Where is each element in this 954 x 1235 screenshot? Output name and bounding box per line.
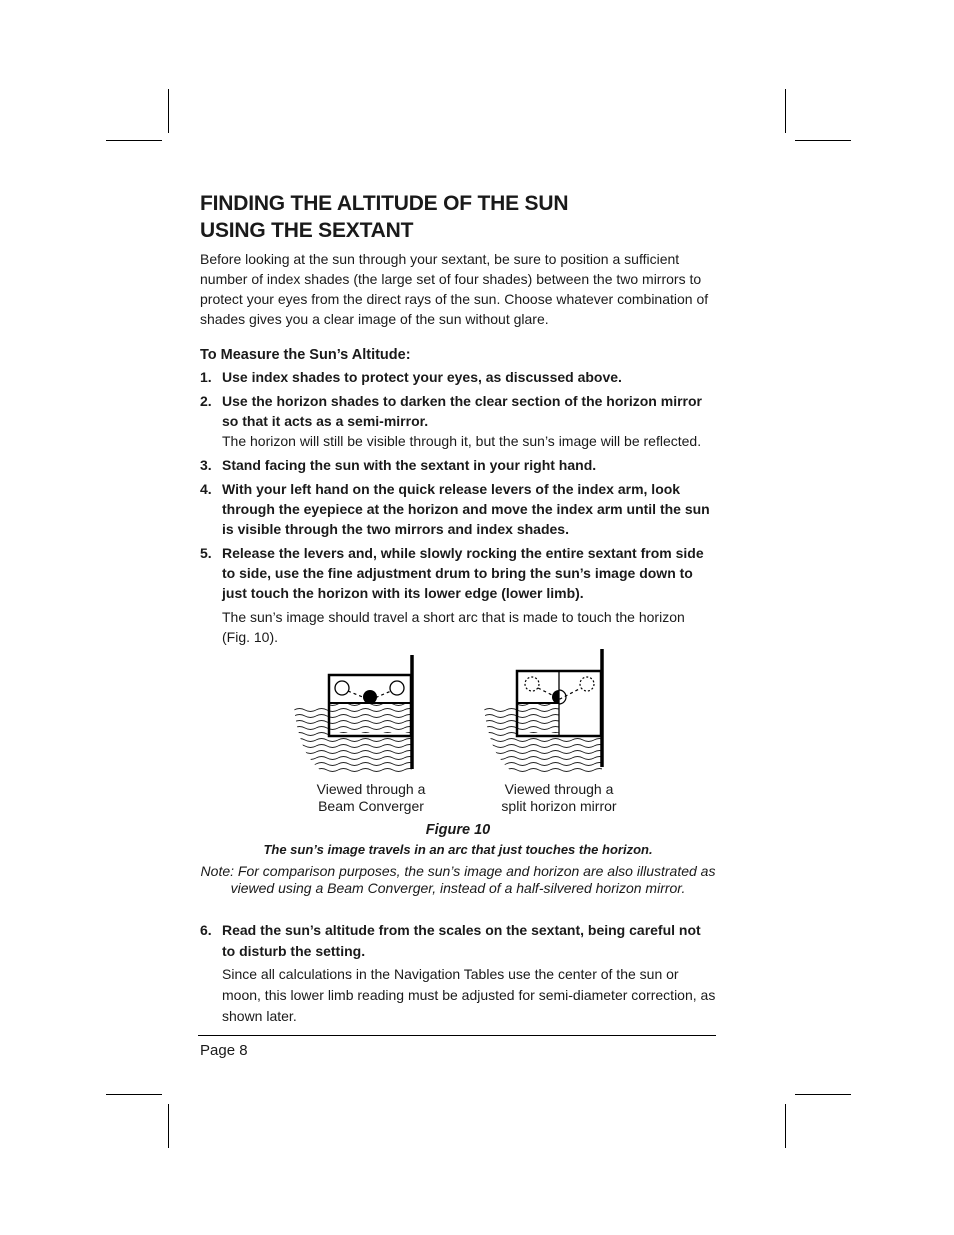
step-item-5 (200, 543, 716, 647)
section-subheading: To Measure the Sun’s Altitude: (200, 347, 411, 363)
page-number: Page 8 (200, 1042, 248, 1059)
crop-mark-bottom-left-horizontal (106, 1094, 162, 1095)
step-item-1 (200, 367, 716, 387)
horizon-view-sea (329, 703, 411, 733)
step-item-6 (200, 920, 716, 1027)
steps-list-continued (200, 920, 716, 1027)
caption-line: Viewed through a (316, 781, 426, 797)
page-title: FINDING THE ALTITUDE OF THE SUN USING THE SEXTANT (200, 192, 569, 242)
step-number: 1. (200, 369, 212, 385)
step-number: 3. (200, 457, 212, 473)
figure-caption: The sun’s image travels in an arc that just touches the horizon. (263, 842, 653, 857)
caption-line: Viewed through a (504, 781, 614, 797)
crop-mark-top-left-horizontal (106, 140, 162, 141)
figure-note: Note: For comparison purposes, the sun’s image and horizon are also illustrated as viewed using a Beam Converger, instead of a half-silvered horizon mirror. (200, 863, 716, 896)
step-note: The sun’s image should travel a short arc that is made to touch the horizon (Fig. 10). (222, 609, 685, 645)
sun-image-lower-limb (363, 690, 377, 704)
sun-image-end (580, 677, 594, 691)
crop-mark-bottom-right-vertical (785, 1104, 786, 1148)
figure-10-illustrations (200, 647, 716, 822)
sun-image-start (335, 681, 349, 695)
step-note: The horizon will still be visible through it, but the sun’s image will be reflected. (222, 433, 702, 449)
sun-image-end (390, 681, 404, 695)
figure-title: Figure 10 (425, 822, 491, 838)
horizon-view-sea (517, 703, 559, 733)
sun-image-start (525, 677, 539, 691)
crop-mark-top-right-horizontal (795, 140, 851, 141)
left-figure-caption (281, 781, 461, 815)
step-note: Since all calculations in the Navigation Tables use the center of the sun or moon, this lower limb reading must be adjusted for semi-diameter correction, as shown later. (222, 966, 716, 1024)
footer-divider (198, 1035, 716, 1036)
step-instruction: Use index shades to protect your eyes, as discussed above. (222, 369, 622, 385)
step-instruction: With your left hand on the quick release levers of the index arm, look through the eyepiece at the horizon and move the index arm until the sun is visible through the two mirrors and index shades. (222, 481, 710, 537)
step-item-2 (200, 391, 716, 451)
step-number: 4. (200, 481, 212, 497)
crop-mark-top-left-vertical (168, 89, 169, 133)
beam-converger-illustration (294, 647, 434, 772)
caption-line: Beam Converger (318, 798, 424, 814)
crop-mark-top-right-vertical (785, 89, 786, 133)
step-instruction: Stand facing the sun with the sextant in your right hand. (222, 457, 597, 473)
crop-mark-bottom-left-vertical (168, 1104, 169, 1148)
step-number: 6. (200, 922, 212, 938)
page-content (200, 190, 716, 1027)
caption-line: split horizon mirror (501, 798, 617, 814)
step-item-4 (200, 479, 716, 539)
right-figure-caption (469, 781, 649, 815)
step-item-3 (200, 455, 716, 475)
intro-paragraph: Before looking at the sun through your sextant, be sure to position a sufficient number of index shades (the large set of four shades) between the two mirrors to protect your eyes from the direct rays of the sun. Choose whatever combination of shades gives you a clear image of the sun without glare. (200, 251, 709, 327)
split-horizon-mirror-illustration (484, 647, 624, 772)
step-instruction: Release the levers and, while slowly rocking the entire sextant from side to side, use the fine adjustment drum to bring the sun’s image down to just touch the horizon with its lower edge (lower limb). (222, 545, 704, 601)
step-instruction: Read the sun’s altitude from the scales on the sextant, being careful not to disturb the setting. (222, 922, 701, 959)
crop-mark-bottom-right-horizontal (795, 1094, 851, 1095)
step-instruction: Use the horizon shades to darken the clear section of the horizon mirror so that it acts as a semi-mirror. (222, 393, 702, 429)
steps-list (200, 367, 716, 647)
step-number: 5. (200, 545, 212, 561)
step-number: 2. (200, 393, 212, 409)
